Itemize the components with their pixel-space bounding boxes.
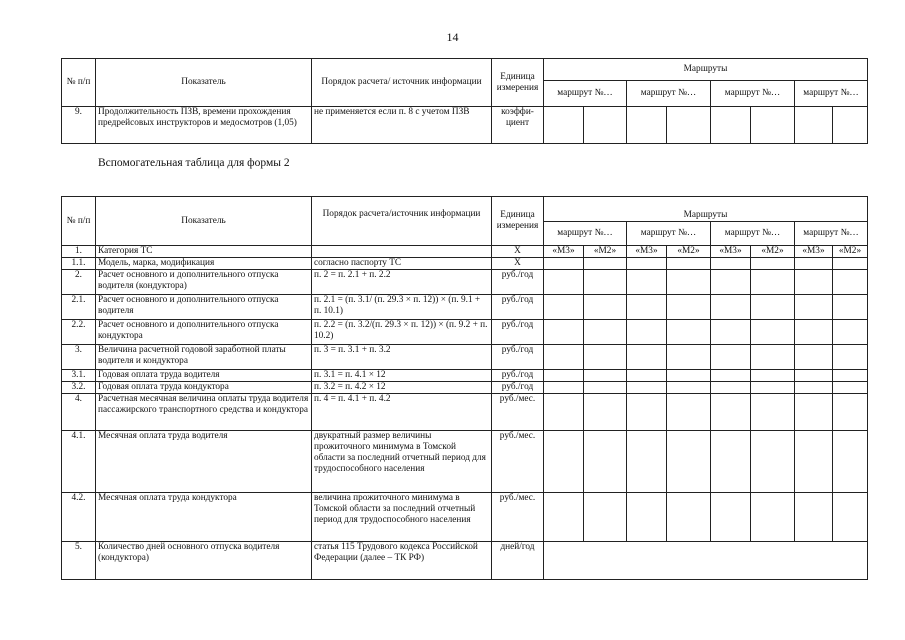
route-header: маршрут №… [544, 222, 627, 246]
value-cell[interactable] [544, 382, 584, 394]
row-calc: величина прожиточного минимума в Томской области за последний отчетный период для трудоспособного населения [312, 493, 492, 542]
category-m2: «М2» [833, 246, 868, 258]
value-cell[interactable] [751, 382, 795, 394]
value-cell[interactable] [833, 394, 868, 431]
value-cell[interactable] [584, 345, 627, 370]
value-cell[interactable] [711, 382, 751, 394]
category-m2: «М2» [751, 246, 795, 258]
value-cell[interactable] [584, 382, 627, 394]
value-cell[interactable] [751, 258, 795, 270]
value-cell[interactable] [667, 431, 711, 493]
row-calc: п. 2.2 = (п. 3.2/(п. 29.3 × п. 12)) × (п. 9.2 + п. 10.2) [312, 320, 492, 345]
value-cell[interactable] [711, 320, 751, 345]
row-calc: двукратный размер величины прожиточного минимума в Томской области за последний отчетный период для трудоспособного населения [312, 431, 492, 493]
value-cell[interactable] [627, 270, 667, 295]
row-indicator: Годовая оплата труда кондуктора [96, 382, 312, 394]
row-num: 3.2. [62, 382, 96, 394]
value-cell[interactable] [751, 431, 795, 493]
value-cell[interactable] [711, 258, 751, 270]
route-header: маршрут №… [711, 222, 795, 246]
value-cell[interactable] [795, 431, 833, 493]
row-unit: руб./мес. [492, 431, 544, 493]
value-cell[interactable] [627, 370, 667, 382]
value-cell[interactable] [584, 431, 627, 493]
value-cell[interactable] [544, 107, 584, 144]
value-cell[interactable] [544, 345, 584, 370]
row-calc [312, 246, 492, 258]
row-num: 3. [62, 345, 96, 370]
value-cell[interactable] [667, 270, 711, 295]
table-row [62, 394, 868, 431]
value-cell[interactable] [833, 493, 868, 542]
row-num: 4.1. [62, 431, 96, 493]
row-calc: статья 115 Трудового кодекса Российской Федерации (далее – ТК РФ) [312, 542, 492, 580]
header-num: № п/п [62, 197, 96, 246]
route-header: маршрут №… [795, 81, 868, 107]
header-indicator: Показатель [96, 197, 312, 246]
row-unit: Х [492, 246, 544, 258]
value-cell[interactable] [667, 295, 711, 320]
category-m2: «М2» [584, 246, 627, 258]
header-routes: Маршруты [544, 197, 868, 222]
value-cell[interactable] [627, 493, 667, 542]
value-cell[interactable] [627, 320, 667, 345]
header-num: № п/п [62, 59, 96, 107]
row-indicator: Категория ТС [96, 246, 312, 258]
row-indicator: Расчет основного и дополнительного отпуска водителя (кондуктора) [96, 270, 312, 295]
value-cell[interactable] [627, 107, 667, 144]
row-num: 2.1. [62, 295, 96, 320]
value-cell[interactable] [544, 431, 584, 493]
value-cell[interactable] [833, 370, 868, 382]
row-num: 2.2. [62, 320, 96, 345]
table-row [62, 258, 868, 270]
value-cell[interactable] [584, 320, 627, 345]
row-num: 4. [62, 394, 96, 431]
value-cell[interactable] [544, 394, 584, 431]
value-cell[interactable] [751, 345, 795, 370]
row-indicator: Модель, марка, модификация [96, 258, 312, 270]
value-cell[interactable] [584, 394, 627, 431]
value-cell[interactable] [795, 258, 833, 270]
value-cell[interactable] [584, 370, 627, 382]
row-indicator: Расчетная месячная величина оплаты труда водителя пассажирского транспортного средства и кондуктора [96, 394, 312, 431]
table-row [62, 320, 868, 345]
row-unit: руб./год [492, 270, 544, 295]
table-row [62, 295, 868, 320]
value-cell[interactable] [667, 370, 711, 382]
value-cell[interactable] [833, 258, 868, 270]
route-header: маршрут №… [795, 222, 868, 246]
row-indicator: Расчет основного и дополнительного отпуска кондуктора [96, 320, 312, 345]
row-unit: руб./мес. [492, 493, 544, 542]
value-cell[interactable] [584, 493, 627, 542]
value-cell[interactable] [584, 107, 627, 144]
header-unit: Единица измерения [492, 197, 544, 246]
value-cell[interactable] [833, 431, 868, 493]
value-cell[interactable] [751, 270, 795, 295]
value-cell[interactable] [751, 493, 795, 542]
row-unit: руб./год [492, 382, 544, 394]
value-cell[interactable] [584, 258, 627, 270]
value-cell[interactable] [667, 320, 711, 345]
row-indicator: Количество дней основного отпуска водителя (кондуктора) [96, 542, 312, 580]
route-header: маршрут №… [544, 81, 627, 107]
value-cell[interactable] [584, 270, 627, 295]
value-cell[interactable] [667, 258, 711, 270]
value-cell[interactable] [795, 493, 833, 542]
table-row [62, 345, 868, 370]
row-num: 5. [62, 542, 96, 580]
value-cell[interactable] [584, 295, 627, 320]
row-calc: согласно паспорту ТС [312, 258, 492, 270]
value-cell[interactable] [833, 382, 868, 394]
value-cell[interactable] [795, 295, 833, 320]
value-cell[interactable] [667, 493, 711, 542]
value-cell[interactable] [833, 295, 868, 320]
value-cell[interactable] [795, 345, 833, 370]
value-cell[interactable] [711, 345, 751, 370]
route-header: маршрут №… [627, 81, 711, 107]
value-cell[interactable] [795, 382, 833, 394]
value-cell[interactable] [795, 107, 833, 144]
main-table-fragment [61, 58, 868, 144]
row-indicator: Месячная оплата труда водителя [96, 431, 312, 493]
value-cell[interactable] [795, 370, 833, 382]
value-cell[interactable] [544, 270, 584, 295]
value-cell[interactable] [833, 345, 868, 370]
table-row [62, 107, 868, 144]
table-row [62, 493, 868, 542]
value-cell[interactable] [544, 542, 868, 580]
header-calc: Порядок расчета/источник информации [312, 197, 492, 246]
value-cell[interactable] [711, 370, 751, 382]
row-unit: руб./год [492, 370, 544, 382]
value-cell[interactable] [544, 258, 584, 270]
value-cell[interactable] [711, 295, 751, 320]
value-cell[interactable] [627, 345, 667, 370]
row-indicator: Величина расчетной годовой заработной платы водителя и кондуктора [96, 345, 312, 370]
row-num: 3.1. [62, 370, 96, 382]
table-row [62, 370, 868, 382]
value-cell[interactable] [751, 370, 795, 382]
table-row [62, 270, 868, 295]
value-cell[interactable] [544, 320, 584, 345]
header-unit: Единица измерения [492, 59, 544, 107]
row-calc: п. 4 = п. 4.1 + п. 4.2 [312, 394, 492, 431]
table-caption: Вспомогательная таблица для формы 2 [98, 157, 290, 169]
value-cell[interactable] [711, 431, 751, 493]
value-cell[interactable] [833, 107, 868, 144]
auxiliary-table [61, 196, 868, 580]
value-cell[interactable] [627, 382, 667, 394]
category-m3: «М3» [711, 246, 751, 258]
header-indicator: Показатель [96, 59, 312, 107]
value-cell[interactable] [833, 270, 868, 295]
value-cell[interactable] [833, 320, 868, 345]
row-unit: коэффи-циент [492, 107, 544, 144]
value-cell[interactable] [544, 370, 584, 382]
value-cell[interactable] [544, 295, 584, 320]
value-cell[interactable] [667, 382, 711, 394]
table-row [62, 246, 868, 258]
row-indicator: Годовая оплата труда водителя [96, 370, 312, 382]
row-unit: руб./год [492, 320, 544, 345]
category-m3: «М3» [795, 246, 833, 258]
row-num: 1. [62, 246, 96, 258]
row-unit: Х [492, 258, 544, 270]
value-cell[interactable] [795, 394, 833, 431]
row-unit: дней/год [492, 542, 544, 580]
value-cell[interactable] [751, 107, 795, 144]
value-cell[interactable] [711, 493, 751, 542]
value-cell[interactable] [667, 107, 711, 144]
value-cell[interactable] [544, 493, 584, 542]
value-cell[interactable] [751, 320, 795, 345]
header-routes: Маршруты [544, 59, 868, 81]
value-cell[interactable] [667, 394, 711, 431]
value-cell[interactable] [627, 258, 667, 270]
row-calc: п. 3 = п. 3.1 + п. 3.2 [312, 345, 492, 370]
value-cell[interactable] [627, 394, 667, 431]
value-cell[interactable] [667, 345, 711, 370]
value-cell[interactable] [795, 270, 833, 295]
value-cell[interactable] [751, 295, 795, 320]
table-row [62, 382, 868, 394]
category-m2: «М2» [667, 246, 711, 258]
page-number: 14 [446, 30, 459, 44]
row-indicator: Продолжительность ПЗВ, времени прохождения предрейсовых инструкторов и медосмотров (1,05) [96, 107, 312, 144]
value-cell[interactable] [711, 107, 751, 144]
row-indicator: Расчет основного и дополнительного отпуска водителя [96, 295, 312, 320]
row-calc: п. 2 = п. 2.1 + п. 2.2 [312, 270, 492, 295]
row-calc: п. 2.1 = (п. 3.1/ (п. 29.3 × п. 12)) × (п. 9.1 + п. 10.1) [312, 295, 492, 320]
row-unit: руб./год [492, 345, 544, 370]
row-num: 4.2. [62, 493, 96, 542]
row-calc: не применяется если п. 8 с учетом ПЗВ [312, 107, 492, 144]
route-header: маршрут №… [711, 81, 795, 107]
table-row [62, 431, 868, 493]
row-indicator: Месячная оплата труда кондуктора [96, 493, 312, 542]
row-num: 1.1. [62, 258, 96, 270]
row-calc: п. 3.1 = п. 4.1 × 12 [312, 370, 492, 382]
value-cell[interactable] [711, 394, 751, 431]
table-row [62, 542, 868, 580]
value-cell[interactable] [795, 320, 833, 345]
row-unit: руб./год [492, 295, 544, 320]
header-calc: Порядок расчета/ источник информации [312, 59, 492, 107]
row-num: 9. [62, 107, 96, 144]
category-m3: «М3» [544, 246, 584, 258]
value-cell[interactable] [751, 394, 795, 431]
value-cell[interactable] [627, 295, 667, 320]
category-m3: «М3» [627, 246, 667, 258]
row-calc: п. 3.2 = п. 4.2 × 12 [312, 382, 492, 394]
row-unit: руб./мес. [492, 394, 544, 431]
value-cell[interactable] [711, 270, 751, 295]
value-cell[interactable] [627, 431, 667, 493]
row-num: 2. [62, 270, 96, 295]
route-header: маршрут №… [627, 222, 711, 246]
